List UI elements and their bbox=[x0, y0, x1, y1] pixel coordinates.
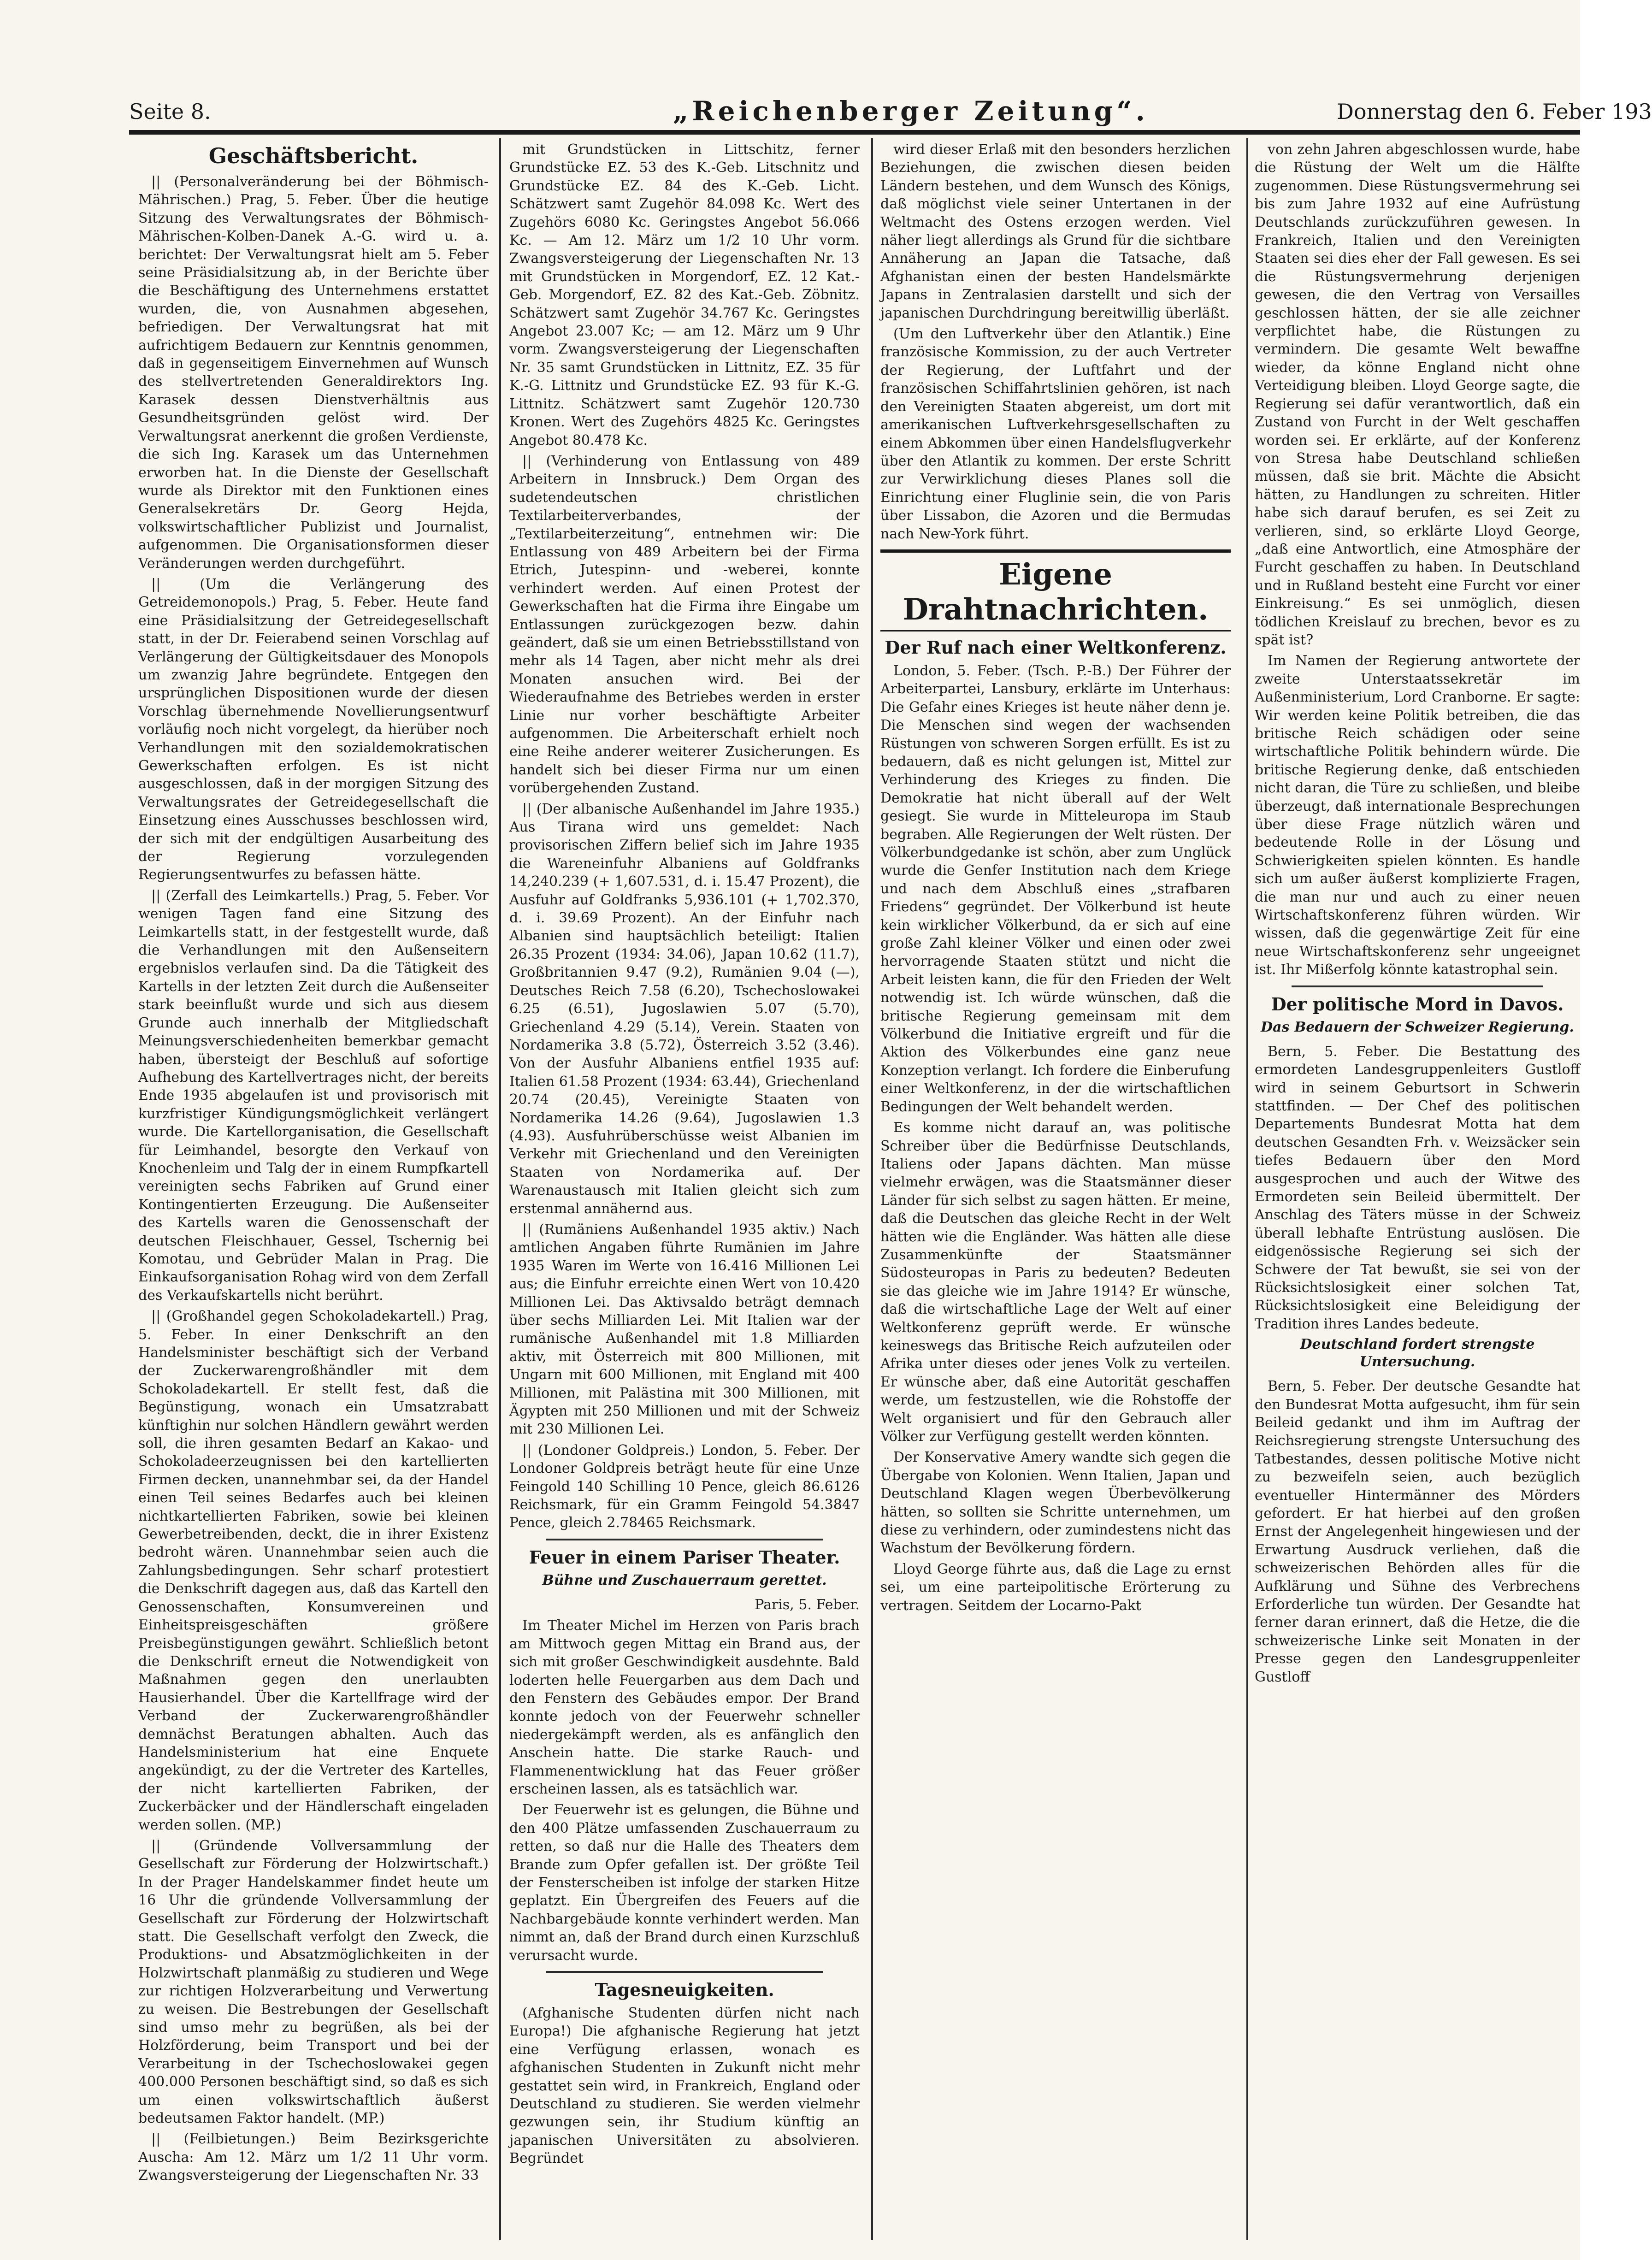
article-separator bbox=[546, 1539, 823, 1540]
column-divider bbox=[499, 138, 501, 2240]
column-divider bbox=[1246, 138, 1248, 2240]
article-weltkonferenz-paragraph-3: Der Konservative Amery wandte sich gegen die Übergabe von Kolonien. Wenn Italien, Japan und Deutschland Klagen wegen Überbevölkerung hätten, so sollten sie Schritte unternehmen, um diese zu verhindern, oder zumindestens nicht das Wachstum der Bevölkerung fördern. bbox=[880, 1449, 1231, 1557]
article-londoner-goldpreis: || (Londoner Goldpreis.) London, 5. Feber. Der Londoner Goldpreis beträgt heute für eine Unze Feingold 140 Schilling 10 Pence, gleich 86.6126 Reichsmark, für ein Gramm Feingold 54.3847 Pence, gleich 2.78465 Reichsmark. bbox=[509, 1442, 860, 1531]
headline-politischer-mord: Der politische Mord in Davos. bbox=[1271, 993, 1564, 1015]
article-afghanistan-cont: wird dieser Erlaß mit den besonders herzlichen Beziehungen, die zwischen diesen beiden Ländern bestehen, und dem Wunsch des Königs, daß möglichst viele seiner Untertanen in der Weltmacht des Ostens erzogen werden. Viel näher liegt allerdings als Grund für die sichtbare Annäherung an Japan die Tatsache, daß Afghanistan einen der besten Handelsmärkte Japans in Zentralasien darstellt und sich der japanischen Durchdringung bereitwillig überläßt. bbox=[880, 142, 1231, 321]
article-deutschland-untersuchung: Bern, 5. Feber. Der deutsche Gesandte hat den Bundesrat Motta aufgesucht, ihm für sein Beileid gedankt und ihm im Auftrag der Reichsregierung strengste Untersuchung des Tatbestandes, dessen politische Motive nicht zu bezweifeln seien, auch bezüglich eventueller Hintermänner des Mörders gefordert. Er hat hierbei auf den großen Ernst der Angelegenheit hingewiesen und der Erwartung Ausdruck verliehen, daß die schweizerischen Behörden alles für die Aufklärung und Sühne des Verbrechens Erforderliche tun würden. Der Gesandte hat ferner daran erinnert, daß die Hetze, die die schweizerische Linke seit Monaten in der Presse gegen den Landesgruppenleiter Gustloff bbox=[1255, 1378, 1580, 1685]
article-separator bbox=[1292, 985, 1543, 987]
article-entlassung-innsbruck: || (Verhinderung von Entlassung von 489 Arbeitern in Innsbruck.) Dem Organ des sudetendeutschen christlichen Textilarbeiterverbandes, der „Textilarbeiterzeitung“, entnehmen wir: Die Entlassung von 489 Arbeitern bei der Firma Etrich, Jutespinn- und -weberei, konnte verhindert werden. Auf einen Protest der Gewerkschaften hat die Firma ihre Eingabe um Entlassungen zurückgezogen bezw. dahin geändert, daß sie um einen Betriebsstillstand von mehr als 14 Tagen, aber nicht mehr als drei Monaten ansuchen wird. Bei der Wiederaufnahme des Betriebes werden in erster Linie nur vorher beschäftigte Arbeiter aufgenommen. Die Arbeiterschaft erhielt noch eine Reihe anderer weiterer Zusicherungen. Es handelt sich bei dieser Firma nur um einen vorübergehenden Zustand. bbox=[509, 453, 860, 797]
article-luftverkehr-atlantik: (Um den Luftverkehr über den Atlantik.) Eine französische Kommission, zu der auch Vertreter der Regierung, der Luftfahrt und der französischen Schiffahrtslinien gehören, ist nach den Vereinigten Staaten abgereist, um dort mit amerikanischen Luftverkehrsgesellschaften zu einem Abkommen über einen Handelsflugverkehr über den Atlantik zu kommen. Der erste Schritt zur Verwirklichung dieses Planes soll die Einrichtung einer Fluglinie sein, die von Paris über Lissabon, die Azoren und die Bermudas nach New-York führt. bbox=[880, 326, 1231, 542]
article-holzwirtschaft: || (Gründende Vollversammlung der Gesellschaft zur Förderung der Holzwirtschaft.) In der Prager Handelskammer findet heute um 16 Uhr die gründende Vollversammlung der Gesellschaft zur Förderung der Holzwirtschaft statt. Die Gesellschaft verfolgt den Zweck, die Produktions- und Absatzmöglichkeiten in der Holzwirtschaft planmäßig zu studieren und Wege zur richtigen Holzverarbeitung und Verwertung zu weisen. Die Bestrebungen der Gesellschaft sind umso mehr zu begrüßen, als bei der Holzförderung, beim Transport und bei der Verarbeitung in der Tschechoslowakei gegen 400.000 Personen beschäftigt sind, so daß es sich um einen volkswirtschaftlich äußerst bedeutsamen Faktor handelt. (MP.) bbox=[138, 1837, 489, 2127]
column-4 bbox=[1255, 141, 1580, 2233]
page-header bbox=[129, 94, 1652, 127]
newspaper-title: „Reichenberger Zeitung“. bbox=[673, 95, 1149, 127]
article-weltkonferenz-paragraph-4: Lloyd George führte aus, daß die Lage zu ernst sei, um eine parteipolitische Erörterung zu vertragen. Seitdem der Locarno-Pakt bbox=[880, 1561, 1231, 1614]
article-weltkonferenz-paragraph-1: London, 5. Feber. (Tsch. P.-B.) Der Führer der Arbeiterpartei, Lansbury, erklärte im Unterhaus: Die Gefahr eines Krieges ist heute näher denn je. Die Menschen sind wegen der wachsenden Rüstungen von schweren Sorgen erfüllt. Es ist zu bedauern, daß es nicht gelungen ist, Mittel zur Verhinderung des Krieges zu finden. Die Demokratie hat nicht überall auf der Welt gesiegt. Sie wurde in Mitteleuropa im Staub begraben. Alle Regierungen der Welt rüsten. Der Völkerbundgedanke ist schön, aber zum Unglück wurde die Genfer Institution nach dem Kriege und nach dem Abschluß eines „strafbaren Friedens“ gegründet. Der Völkerbund ist heute kein wirklicher Völkerbund, da er sich auf eine große Zahl kleiner Völker und einen oder zwei hervorragende Staaten stützt und nicht die Arbeit leisten kann, die für den Frieden der Welt notwendig ist. Ich würde wünschen, daß die britische Regierung gemeinsam mit dem Völkerbund die Initiative ergreift und für die Aktion des Völkerbundes eine ganz neue Konzeption verlangt. Ich fordere die Einberufung einer Weltkonferenz, in der die wirtschaftlichen Bedingungen der Welt behandelt werden. bbox=[880, 662, 1231, 1115]
subheadline-schweizer-regierung: Das Bedauern der Schweizer Regierung. bbox=[1261, 1019, 1574, 1035]
article-schokoladekartell: || (Großhandel gegen Schokoladekartell.) Prag, 5. Feber. In einer Denkschrift an den Handelsminister beschäftigt sich der Verband der Zuckerwarengroßhändler mit dem Schokoladekartell. Er stellt fest, daß die Begünstigung, wonach ein Umsatzrabatt künftighin nur solchen Händlern gewährt werden soll, die ihren gesamten Bedarf an Kakao- und Schokoladeerzeugnissen bei den kartellierten Firmen decken, unannehmbar sei, da der Handel einen Teil seines Bedarfes auch bei kleinen nichtkartellierten Fabriken, sowie bei kleinen Gewerbetreibenden, deckt, die in ihrer Existenz bedroht wären. Unannehmbar seien auch die Zahlungsbedingungen. Sehr scharf protestiert die Denkschrift dagegen aus, daß das Kartell den Genossenschaften, Konsumvereinen und Einheitspreisgeschäften größere Preisbegünstigungen gewährt. Schließlich betont die Denkschrift erneut die Notwendigkeit von Maßnahmen gegen den unerlaubten Hausierhandel. Über die Kartellfrage wird der Verband der Zuckerwarengroßhändler demnächst Beratungen abhalten. Auch das Handelsministerium hat eine Enquete angekündigt, zu der die Vertreter des Kartelles, der nicht kartellierten Fabriken, der Zuckerbäcker und der Händlerschaft eingeladen werden sollen. (MP.) bbox=[138, 1308, 489, 1833]
article-mord-davos: Bern, 5. Feber. Die Bestattung des ermordeten Landesgruppenleiters Gustloff wird in seinem Geburtsort in Schwerin stattfinden. — Der Chef des politischen Departements Bundesrat Motta hat dem deutschen Gesandten Frh. v. Weizsäcker sein tiefes Bedauern über den Mord ausgesprochen und auch der Witwe des Ermordeten sein Beileid übermittelt. Der Anschlag des Täters müsse in der Schweiz überall lebhafte Entrüstung auslösen. Die eidgenössische Regierung sei sich der Schwere der Tat bewußt, sie sei von der Rücksichtslosigkeit einer solchen Tat, Rücksichtslosigkeit eine Beleidigung der Tradition ihres Landes bedeute. bbox=[1255, 1043, 1580, 1332]
article-personalveraenderung: || (Personalveränderung bei der Böhmisch-Mährischen.) Prag, 5. Feber. Über die heutige Sitzung des Verwaltungsrates der Böhmisch-Mährischen-Kolben-Danek A.-G. wird u. a. berichtet: Der Verwaltungsrat hielt am 5. Feber seine Präsidialsitzung ab, in der Berichte über die Beschäftigung des Unternehmens erstattet wurden, die, von Ausnahmen abgesehen, befriedigen. Der Verwaltungsrat hat mit aufrichtigem Bedauern zur Kenntnis genommen, daß in gegenseitigem Einvernehmen auf Wunsch des stellvertretenden Generaldirektors Ing. Karasek dessen Dienstverhältnis aus Gesundheitsgründen gelöst wird. Der Verwaltungsrat anerkennt die großen Verdienste, die sich Ing. Karasek um das Unternehmen erworben hat. In die Dienste der Gesellschaft wurde als Direktor mit den Funktionen eines Generalsekretärs Dr. Georg Hejda, volkswirtschaftlicher Publizist und Journalist, aufgenommen. Die Organisationsformen dieser Veränderungen werden durchgeführt. bbox=[138, 174, 489, 572]
article-feuer-paragraph-1: Im Theater Michel im Herzen von Paris brach am Mittwoch gegen Mittag ein Brand aus, der sich mit großer Geschwindigkeit ausdehnte. Bald loderten helle Feuergarben aus dem Dach und den Fenstern des Gebäudes empor. Der Brand konnte jedoch von der Feuerwehr schneller niedergekämpft werden, als es anfänglich den Anschein hatte. Die starke Rauch- und Flammenentwicklung hat das Feuer größer erscheinen lassen, als es tatsächlich war. bbox=[509, 1617, 860, 1797]
headline-tagesneuigkeiten: Tagesneuigkeiten. bbox=[595, 1979, 774, 2000]
headline-feuer-theater: Feuer in einem Pariser Theater. bbox=[529, 1546, 840, 1568]
column-divider bbox=[871, 138, 873, 2240]
article-cranborne-antwort: Im Namen der Regierung antwortete der zweite Unterstaatssekretär im Außenministerium, Lord Cranborne. Er sagte: Wir werden keine Politik betreiben, die das britische Reich schädigen oder seine wirtschaftliche Politik behindern würde. Die britische Regierung denke, daß entschieden nicht daran, die Türe zu schließen, und bleibe überzeugt, daß internationale Besprechungen über diese Frage nützlich wären und bedeutende Rolle in der Lösung und Schwierigkeiten spielen könnten. Es handle sich um außer äußerst komplizierte Fragen, die man nur und auch zu einer neuen Wirtschaftskonferenz führen würden. Wir wissen, daß die gegenwärtige Zeit für eine neue Wirtschaftskonferenz sehr ungeeignet ist. Ihr Mißerfolg könnte katastrophal sein. bbox=[1255, 653, 1580, 978]
column-1 bbox=[138, 141, 489, 2233]
section-heading-geschaeftsbericht: Geschäftsbericht. bbox=[208, 143, 419, 168]
article-lloyd-george-cont: von zehn Jahren abgeschlossen wurde, habe die Rüstung der Welt um die Hälfte zugenommen. Diese Rüstungsvermehrung sei bis zum Jahre 1932 auf eine Aufrüstung Deutschlands zurückzuführen gewesen. In Frankreich, Italien und den Vereinigten Staaten sei dies eher der Fall gewesen. Es sei die Rüstungsvermehrung derjenigen gewesen, die den Vertrag von Versailles geschlossen hätten, der sie alle zeichner verpflichtet habe, die Rüstungen zu vermindern. Die gesamte Welt bewaffne wieder, da könne England nicht ohne Verteidigung bleiben. Lloyd George sagte, die Regierung sei dafür verantwortlich, daß ein Zustand von Furcht in der Welt geschaffen worden sei. Er erklärte, auf der Konferenz von Stresa habe Deutschland schließen müssen, daß sie brit. Mächte die Absicht hätten, zu Handlungen zu schreiten. Hitler habe sich darauf berufen, es sei Zeit zu verlieren, sind, so erklärte Lloyd George, „daß eine Antwortlich, eine Atmosphäre der Furcht geschaffen zu haben. In Deutschland und in Rußland besteht eine Furcht vor einer Einkreisung.“ Es sei unmöglich, diesen tödlichen Kreislauf zu brechen, bevor es zu spät ist? bbox=[1255, 142, 1580, 648]
article-rumaenien-aussenhandel: || (Rumäniens Außenhandel 1935 aktiv.) Nach amtlichen Angaben führte Rumänien im Jahre 1935 Waren im Werte von 16.416 Millionen Lei aus; die Einfuhr erreichte einen Wert von 10.420 Millionen Lei. Das Aktivsaldo beträgt demnach über sechs Milliarden Lei. Mit Italien war der rumänische Außenhandel mit 1.8 Milliarden aktiv, mit Österreich mit 800 Millionen, mit Ungarn mit 600 Millionen, mit England mit 400 Millionen, mit Palästina mit 300 Millionen, mit Ägypten mit 250 Millionen und mit der Schweiz mit 230 Millionen Lei. bbox=[509, 1221, 860, 1438]
headline-weltkonferenz: Der Ruf nach einer Weltkonferenz. bbox=[885, 637, 1227, 658]
issue-date: Donnerstag den 6. Feber 193 bbox=[1337, 99, 1652, 124]
subheadline-feuer-theater: Bühne und Zuschauerraum gerettet. bbox=[542, 1572, 827, 1588]
article-getreidemonopol: || (Um die Verlängerung des Getreidemonopols.) Prag, 5. Feber. Heute fand eine Präsidialsitzung der Getreidegesellschaft statt, in der Dr. Feierabend seinen Vorschlag auf Verlängerung der Gültigkeitsdauer des Monopols um zwanzig Jahre begründete. Entgegen den ursprünglichen Dispositionen wurde der diesen Vorschlag übernehmende Novellierungsentwurf vorläufig noch nicht vorgelegt, da hierüber noch Verhandlungen mit den sozialdemokratischen Gewerkschaften erfolgen. Es ist nicht ausgeschlossen, daß in der morgigen Sitzung des Verwaltungsrates der Getreidegesellschaft die Einsetzung eines Ausschusses beschlossen wird, der sich mit der endgültigen Ausarbeitung des der Regierung vorzulegenden Regierungsentwurfes zu befassen hätte. bbox=[138, 576, 489, 883]
article-feilbietungen-cont: mit Grundstücken in Littschitz, ferner Grundstücke EZ. 53 des K.-Geb. Litschnitz und Grundstücke EZ. 84 des K.-Geb. Licht. Schätzwert samt Zugehör 84.098 Kc. Wert des Zugehörs 6080 Kc. Geringstes Angebot 56.066 Kc. — Am 12. März um 1/2 10 Uhr vorm. Zwangsversteigerung der Liegenschaften Nr. 13 mit Grundstücken in Morgendorf, EZ. 12 Kat.-Geb. Morgendorf, EZ. 82 des Kat.-Geb. Zöbnitz. Schätzwert samt Zugehör 34.767 Kc. Geringstes Angebot 23.007 Kc; — am 12. März um 9 Uhr vorm. Zwangsversteigerung der Liegenschaften Nr. 35 samt Grundstücken in Littnitz, EZ. 35 für K.-G. Littnitz und Grundstücke EZ. 93 für K.-G. Littnitz. Schätzwert samt Zugehör 120.730 Kronen. Wert des Zugehörs 4825 Kc. Geringstes Angebot 80.478 Kc. bbox=[509, 142, 860, 448]
dateline-paris: Paris, 5. Feber. bbox=[755, 1596, 860, 1613]
column-2 bbox=[509, 141, 860, 2233]
column-3 bbox=[880, 141, 1231, 2233]
article-feilbietungen: || (Feilbietungen.) Beim Bezirksgerichte Auscha: Am 12. März um 1/2 11 Uhr vorm. Zwangsversteigerung der Liegenschaften Nr. 33 bbox=[138, 2131, 489, 2184]
section-heading-drahtnachrichten: Eigene Drahtnachrichten. bbox=[880, 549, 1231, 631]
article-separator bbox=[546, 1971, 823, 1973]
article-weltkonferenz-paragraph-2: Es komme nicht darauf an, was politische Schreiber über die Bedürfnisse Deutschlands, Italiens oder Japans dächten. Man müsse vielmehr erwägen, was die Staatsmänner dieser Länder für sich selbst zu sagen hätten. Er meine, daß die Deutschen das gleiche Recht in der Welt hätten wie die Engländer. Was hätten alle diese Zusammenkünfte der Staatsmänner Südosteuropas in Paris zu bedeuten? Bedeuten sie das gleiche wie im Jahre 1914? Er wünsche, daß die wirtschaftliche Lage der Welt auf einer Weltkonferenz geprüft werde. Er wünsche keineswegs das Britische Reich aufzuteilen oder Afrika unter dieses oder jenes Volk zu verteilen. Er wünsche aber, daß eine Autorität geschaffen werde, um festzustellen, wie die Rohstoffe der Welt organisiert und für den Gebrauch aller Völker zur Verfügung gestellt werden könnten. bbox=[880, 1120, 1231, 1445]
article-feuer-paragraph-2: Der Feuerwehr ist es gelungen, die Bühne und den 400 Plätze umfassenden Zuschauerraum zu retten, so daß nur die Halle des Theaters dem Brande zum Opfer gefallen ist. Der größte Teil der Fensterscheiben ist infolge der starken Hitze geplatzt. Ein Übergreifen des Feuers auf die Nachbargebäude konnte verhindert werden. Man nimmt an, daß der Brand durch einen Kurzschluß verursacht wurde. bbox=[509, 1802, 860, 1964]
page-number: Seite 8. bbox=[129, 99, 211, 124]
subheadline-deutschland-fordert: Deutschland fordert strengste Untersuchung. bbox=[1300, 1336, 1535, 1370]
article-albanien-aussenhandel: || (Der albanische Außenhandel im Jahre 1935.) Aus Tirana wird uns gemeldet: Nach provisorischen Ziffern belief sich im Jahre 1935 die Wareneinfuhr Albaniens auf Goldfranks 14,240.239 (+ 1,607.531, d. i. 15.47 Prozent), die Ausfuhr auf Goldfranks 5,936.101 (+ 1,702.370, d. i. 39.69 Prozent). An der Einfuhr nach Albanien sind hauptsächlich beteiligt: Italien 26.35 Prozent (1934: 34.06), Japan 10.62 (11.7), Großbritannien 9.47 (9.2), Rumänien 9.04 (—), Deutsches Reich 7.58 (6.20), Tschechoslowakei 6.25 (6.51), Jugoslawien 5.07 (5.70), Griechenland 4.29 (5.14), Verein. Staaten von Nordamerika 3.8 (5.72), Österreich 3.52 (3.46). Von der Ausfuhr Albaniens entfiel 1935 auf: Italien 61.58 Prozent (1934: 63.44), Griechenland 20.74 (20.45), Vereinigte Staaten von Nordamerika 14.26 (9.64), Jugoslawien 1.3 (4.93). Ausfuhrüberschüsse weist Albanien im Verkehr mit Griechenland und den Vereinigten Staaten von Nordamerika auf. Der Warenaustausch mit Italien gleicht sich zum erstenmal annähernd aus. bbox=[509, 801, 860, 1217]
article-afghanische-studenten: (Afghanische Studenten dürfen nicht nach Europa!) Die afghanische Regierung hat jetzt eine Verfügung erlassen, wonach es afghanischen Studenten in Zukunft nicht mehr gestattet sein wird, in Frankreich, England oder Deutschland zu studieren. Sie werden vielmehr gezwungen sein, ihr Studium künftig an japanischen Universitäten zu absolvieren. Begründet bbox=[509, 2005, 860, 2167]
article-leimkartell: || (Zerfall des Leimkartells.) Prag, 5. Feber. Vor wenigen Tagen fand eine Sitzung des Leimkartells statt, in der festgestellt wurde, daß die Verhandlungen mit den Außenseitern ergebnislos verlaufen sind. Da die Tätigkeit des Kartells in der letzten Zeit durch die Außenseiter stark beeinflußt wurde und sich aus diesem Grunde auch innerhalb der Mitgliedschaft Meinungsverschiedenheiten bemerkbar gemacht haben, übersteigt der Beschluß auf sofortige Aufhebung des Kartellvertrages nicht, der bereits Ende 1935 abgelaufen ist und provisorisch mit kurzfristiger Kündigungsmöglichkeit verlängert wurde. Die Kartellorganisation, die Gesellschaft für Leimhandel, besorgte den Verkauf von Knochenleim und Talg der in einem Rumpfkartell vereinigten sechs Fabriken auf Grund einer Kontingentierten Erzeugung. Die Außenseiter des Kartells waren die Genossenschaft der deutschen Fleischhauer, Gessel, Tschernig bei Komotau, und Gebrüder Malan in Prag. Die Einkaufsorganisation Rohag wird von dem Zerfall des Verkaufskartells nicht berührt. bbox=[138, 887, 489, 1304]
header-rule bbox=[129, 130, 1580, 135]
